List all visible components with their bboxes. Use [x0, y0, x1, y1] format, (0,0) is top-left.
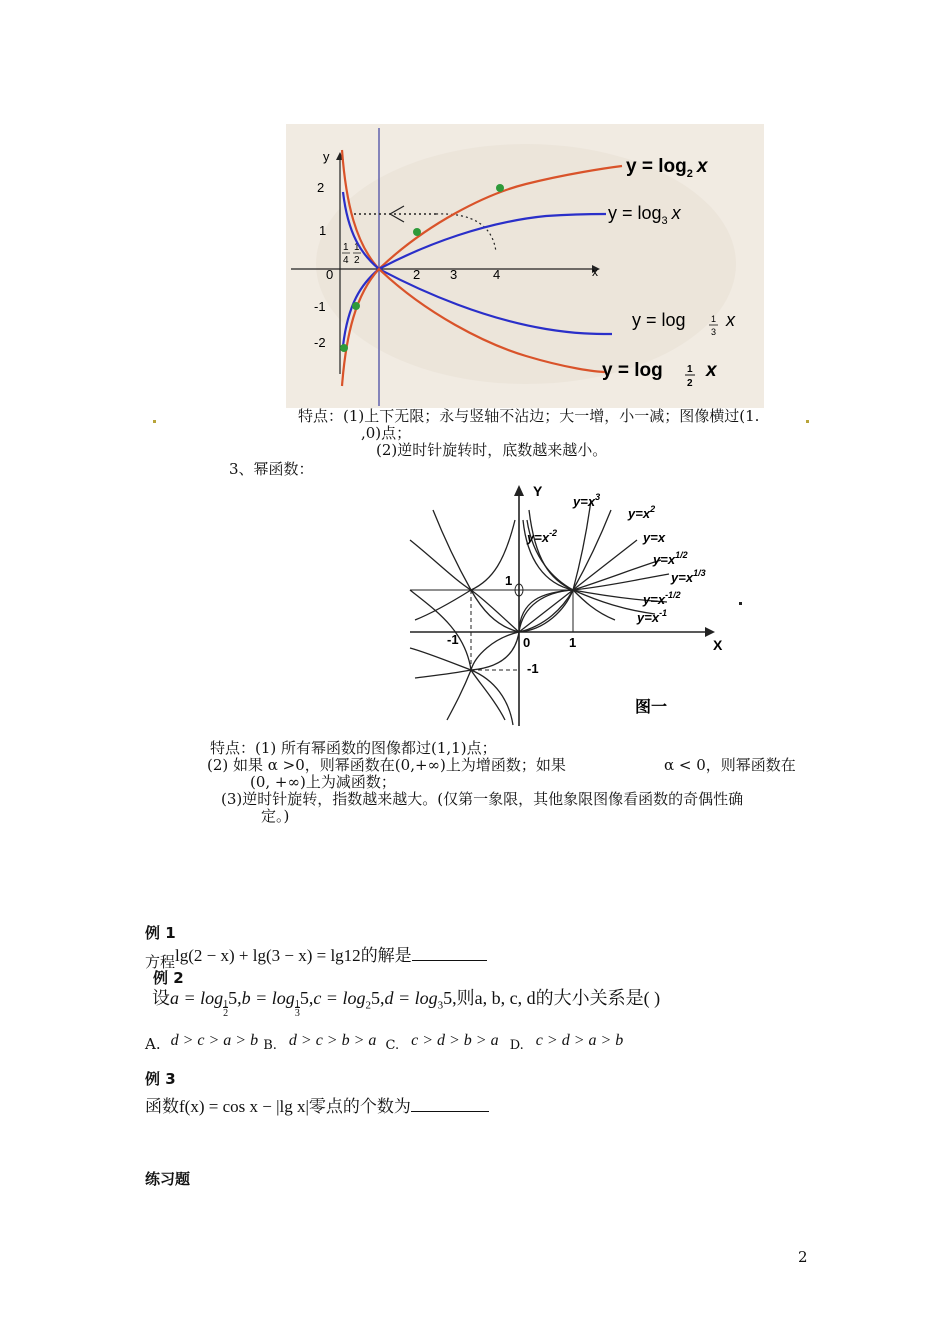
- example2-a-arg: 5,: [228, 988, 242, 1008]
- example3-answer-blank[interactable]: [411, 1111, 489, 1112]
- option-c[interactable]: [381, 1030, 499, 1053]
- example3-suffix: 零点的个数为: [308, 1097, 411, 1117]
- frac-quarter-den: 4: [343, 255, 349, 266]
- example2-b: b = log: [241, 988, 295, 1008]
- stray-mark-left: [153, 420, 156, 423]
- example3-prefix: 函数: [145, 1097, 179, 1117]
- option-a-label: A.: [145, 1035, 161, 1053]
- option-a[interactable]: [145, 1030, 259, 1053]
- option-b-expr: d > c > b > a: [288, 1032, 377, 1049]
- y-tick-1: 1: [319, 223, 327, 238]
- example1-body: [145, 941, 487, 971]
- frac-quarter-num: 1: [343, 242, 349, 253]
- example3-body: [145, 1092, 489, 1117]
- example2-b-sub-den: 3: [294, 1008, 300, 1019]
- y-tick-neg2: -2: [314, 335, 326, 350]
- power-heading: 3、幂函数：: [229, 460, 314, 478]
- example2-d: d = log: [384, 988, 438, 1008]
- power-features-line2b: α < 0，则幂函数在: [664, 756, 796, 774]
- power-y-label: Y: [533, 483, 543, 499]
- label-log2: $y = \log_2 x$: [626, 156, 708, 180]
- label-log13-den: 3: [711, 327, 717, 337]
- point-log2: [496, 184, 504, 192]
- example2-c-arg: 5,: [370, 988, 385, 1008]
- example2-body: [152, 984, 660, 1018]
- stray-mark-right: [806, 420, 809, 423]
- example2-a-sub-num: 1: [223, 999, 229, 1010]
- y-tick-neg1: -1: [314, 299, 326, 314]
- label-log12-num: 1: [687, 364, 693, 375]
- page-number: 2: [798, 1248, 808, 1266]
- log-features-line2: (2)逆时针旋转时，底数越来越小。: [376, 441, 608, 459]
- example2-lead: 设: [152, 988, 170, 1008]
- label-xneg1: $y=x^{-1}$: [637, 608, 668, 625]
- example2-tail: 则a, b, c, d的大小关系是( ): [456, 988, 661, 1008]
- label-x: y=x: [643, 530, 666, 545]
- label-log13-x: x: [726, 310, 735, 330]
- option-d-label: D.: [509, 1038, 524, 1053]
- option-b-label: B.: [263, 1038, 277, 1053]
- label-sqrt: $y=x^{1/2}$: [653, 550, 688, 567]
- option-d-expr: c > d > a > b: [535, 1032, 624, 1049]
- power-tick-1y: 1: [505, 573, 513, 588]
- example1-equation: lg(2 − x) + lg(3 − x) = lg12: [175, 946, 361, 965]
- example2-a: a = log: [170, 988, 224, 1008]
- power-x-label: X: [713, 637, 723, 653]
- example2-title: 例 2: [153, 969, 184, 987]
- point-log13: [352, 302, 360, 310]
- example2-b-sub-num: 1: [294, 999, 300, 1010]
- example2-a-sub-den: 2: [223, 1008, 229, 1019]
- y-tick-2: 2: [317, 180, 325, 195]
- option-b[interactable]: [263, 1030, 377, 1053]
- x-tick-0: 0: [326, 267, 334, 282]
- power-tick-neg1x: -1: [447, 632, 459, 647]
- power-figure-background: [405, 480, 745, 730]
- power-tick-1x: 1: [569, 635, 577, 650]
- example2-d-sub: 3: [437, 999, 444, 1012]
- frac-half-den: 2: [354, 255, 360, 266]
- example2-d-arg: 5,: [443, 988, 457, 1008]
- label-cbrt: $y=x^{1/3}$: [671, 568, 706, 585]
- label-xneg2: $y=x^{-2}$: [527, 528, 558, 545]
- example1-suffix: 的解是: [360, 946, 412, 966]
- exercises-title: 练习题: [145, 1170, 191, 1188]
- power-function-figure: [405, 480, 745, 730]
- point-log12: [340, 344, 348, 352]
- label-log13: y = log: [632, 310, 686, 330]
- log-function-figure: [286, 124, 764, 408]
- example2-b-arg: 5,: [299, 988, 314, 1008]
- power-tick-neg1y: -1: [527, 661, 539, 676]
- log-features-line1: 特点：(1)上下无限；永与竖轴不沾边；大一增，小一减；图像横过(1.: [298, 407, 760, 425]
- example1-answer-blank[interactable]: [412, 960, 487, 961]
- x-tick-2: 2: [413, 267, 421, 282]
- log-features-line1b: ,0)点；: [361, 424, 412, 442]
- label-xneg-half: $y=x^{-1/2}$: [643, 590, 681, 607]
- power-features-line3: (0, +∞)上为减函数；: [250, 773, 396, 791]
- point-log3: [413, 228, 421, 236]
- option-c-expr: c > d > b > a: [411, 1032, 499, 1049]
- example2-options: [145, 1030, 624, 1053]
- x-axis-label: x: [592, 265, 598, 279]
- stray-mark-power: [739, 602, 742, 605]
- option-d[interactable]: [504, 1030, 624, 1053]
- x-tick-4: 4: [493, 267, 501, 282]
- example2-c-sub: 2: [365, 999, 371, 1012]
- power-features-line5: 定。): [261, 807, 290, 825]
- example1-title: 例 1: [145, 924, 176, 942]
- power-origin: 0: [523, 635, 531, 650]
- label-log12: y = log: [602, 360, 663, 381]
- example3-expr: f(x) = cos x − |lg x|: [179, 1097, 309, 1116]
- x-tick-3: 3: [450, 267, 458, 282]
- label-log3: $y = \log_3 x$: [608, 203, 681, 227]
- label-x2: $y=x^2$: [628, 504, 656, 521]
- example1-prefix: 方程: [145, 953, 176, 971]
- power-features-line4: (3)逆时针旋转，指数越来越大。(仅第一象限，其他象限图像看函数的奇偶性确: [221, 790, 744, 808]
- y-axis-label: y: [323, 149, 330, 164]
- power-figure-caption: 图一: [635, 699, 668, 716]
- power-features-line1: 特点：(1) 所有幂函数的图像都过(1,1)点；: [210, 739, 497, 757]
- label-log13-num: 1: [711, 314, 717, 324]
- label-log12-x: x: [706, 360, 717, 381]
- label-x3: $y=x^3$: [573, 492, 601, 509]
- frac-half-num: 1: [354, 242, 360, 253]
- option-c-label: C.: [385, 1038, 400, 1053]
- example2-c: c = log: [313, 988, 366, 1008]
- power-features-line2a: (2) 如果 α >0，则幂函数在(0,+∞)上为增函数；如果: [207, 756, 566, 774]
- label-log12-den: 2: [687, 378, 693, 389]
- option-a-expr: d > c > a > b: [170, 1032, 259, 1049]
- example3-title: 例 3: [145, 1070, 176, 1088]
